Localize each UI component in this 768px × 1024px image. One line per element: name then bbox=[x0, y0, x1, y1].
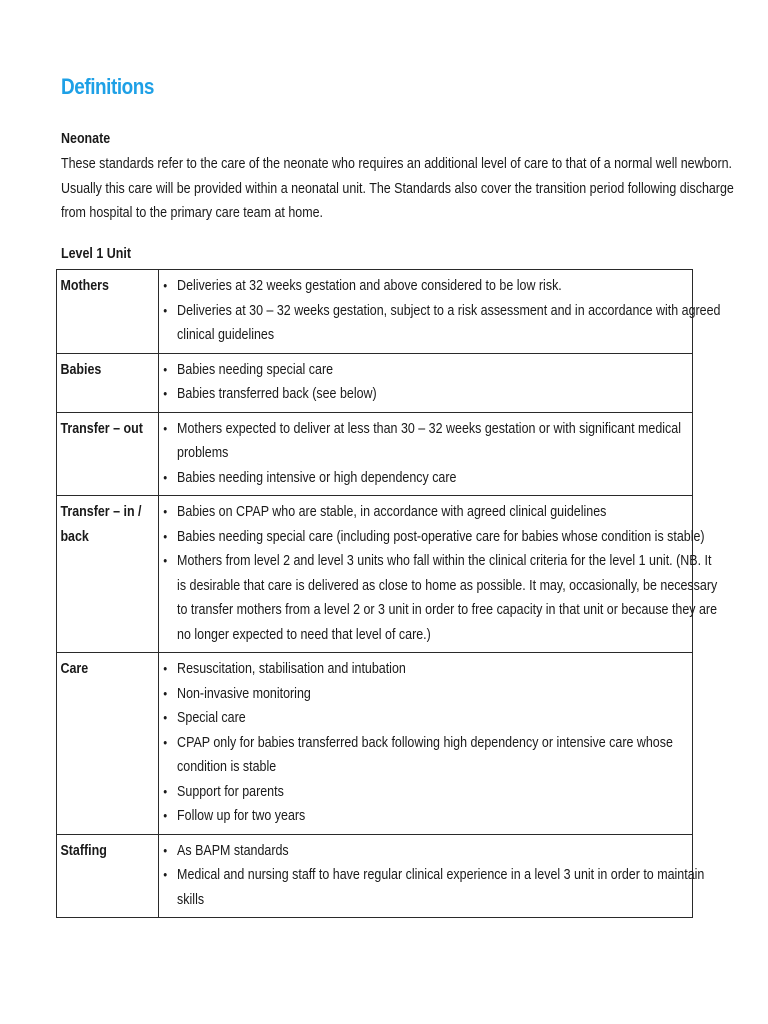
bullet-icon: • bbox=[163, 361, 168, 377]
list-item-line: Mothers expected to deliver at less than 30 – 32 weeks gestation or with significant medical bbox=[177, 420, 681, 437]
bullet-icon: • bbox=[163, 469, 168, 485]
list-item bbox=[159, 863, 705, 912]
row-label-cell bbox=[57, 270, 159, 354]
bullet-icon: • bbox=[163, 661, 168, 676]
bullet-list bbox=[159, 653, 692, 834]
bullet-icon: • bbox=[163, 302, 168, 318]
list-item-line: Resuscitation, stabilisation and intubation bbox=[177, 661, 406, 677]
list-item bbox=[159, 417, 692, 466]
bullet-icon: • bbox=[163, 278, 168, 293]
list-item-line: Follow up for two years bbox=[177, 808, 306, 824]
bullet-list bbox=[159, 354, 692, 412]
list-item-line: Babies on CPAP who are stable, in accordance with agreed clinical guidelines bbox=[177, 504, 607, 520]
list-item bbox=[159, 839, 692, 864]
list-item bbox=[159, 466, 692, 491]
row-label: Care bbox=[60, 661, 89, 677]
list-item-line: is desirable that care is delivered as close to home as possible. It may, occasionally, be necessary bbox=[177, 577, 718, 594]
list-item-line: Support for parents bbox=[177, 783, 284, 800]
row-label: Mothers bbox=[60, 278, 109, 294]
neonate-line: These standards refer to the care of the neonate who requires an additional level of care to that of a normal well newborn. bbox=[61, 156, 733, 172]
list-item-line: Medical and nursing staff to have regular clinical experience in a level 3 unit in order to maintain bbox=[177, 867, 705, 883]
level1-heading: Level 1 Unit bbox=[61, 246, 131, 262]
table-row bbox=[57, 270, 693, 354]
list-item-line: Deliveries at 32 weeks gestation and above considered to be low risk. bbox=[177, 278, 562, 294]
list-item-line: Special care bbox=[177, 710, 246, 726]
row-content-cell bbox=[159, 270, 721, 354]
table-row bbox=[57, 412, 693, 496]
row-content-cell bbox=[159, 653, 693, 835]
list-item bbox=[159, 358, 692, 383]
row-content-cell bbox=[159, 353, 693, 412]
list-item-line: no longer expected to need that level of care.) bbox=[177, 626, 431, 643]
page-title: Definitions bbox=[61, 74, 155, 99]
table-row bbox=[57, 496, 693, 653]
neonate-line: Usually this care will be provided within a neonatal unit. The Standards also cover the transition period following discharge bbox=[61, 180, 734, 197]
bullet-icon: • bbox=[163, 553, 168, 568]
list-item-line: CPAP only for babies transferred back following high dependency or intensive care whose bbox=[177, 734, 673, 751]
bullet-icon: • bbox=[163, 420, 168, 436]
list-item-line: Non-invasive monitoring bbox=[177, 685, 311, 702]
list-item bbox=[159, 657, 692, 682]
list-item-line: clinical guidelines bbox=[177, 327, 275, 343]
list-item bbox=[159, 525, 705, 550]
list-item bbox=[159, 299, 721, 348]
list-item-line: Babies needing special care bbox=[177, 361, 334, 378]
row-label: Transfer – out bbox=[60, 420, 143, 437]
bullet-icon: • bbox=[163, 710, 168, 725]
bullet-icon: • bbox=[163, 504, 168, 519]
bullet-list bbox=[159, 413, 692, 496]
list-item-line: to transfer mothers from a level 2 or 3 unit in order to free capacity in that unit or because they are bbox=[177, 602, 718, 618]
row-label: Transfer – in / back bbox=[60, 504, 142, 545]
bullet-icon: • bbox=[163, 685, 168, 701]
neonate-paragraph bbox=[61, 152, 734, 226]
list-item bbox=[159, 731, 692, 780]
list-item-line: Babies needing special care (including post-operative care for babies whose condition is stable) bbox=[177, 528, 705, 545]
neonate-line: from hospital to the primary care team at home. bbox=[61, 205, 323, 221]
list-item bbox=[159, 500, 692, 525]
row-label-cell bbox=[57, 834, 159, 918]
bullet-icon: • bbox=[163, 867, 168, 882]
list-item-line: Mothers from level 2 and level 3 units who fall within the clinical criteria for the level 1 unit. (NB. It bbox=[177, 553, 712, 569]
row-label-cell bbox=[57, 496, 159, 653]
list-item-line: Babies transferred back (see below) bbox=[177, 386, 377, 402]
bullet-icon: • bbox=[163, 528, 168, 544]
bullet-icon: • bbox=[163, 842, 168, 858]
list-item bbox=[159, 804, 692, 829]
bullet-list bbox=[159, 496, 718, 652]
list-item bbox=[159, 780, 692, 805]
row-label-cell bbox=[57, 653, 159, 835]
list-item bbox=[159, 682, 692, 707]
list-item bbox=[159, 382, 692, 407]
level1-table bbox=[56, 269, 721, 918]
row-label-cell bbox=[57, 353, 159, 412]
row-label: Babies bbox=[60, 361, 102, 378]
list-item-line: problems bbox=[177, 445, 229, 461]
list-item-line: Babies needing intensive or high dependency care bbox=[177, 469, 457, 486]
bullet-list bbox=[159, 835, 705, 918]
list-item-line: Deliveries at 30 – 32 weeks gestation, subject to a risk assessment and in accordance with agreed bbox=[177, 302, 721, 319]
neonate-heading: Neonate bbox=[61, 131, 111, 147]
bullet-icon: • bbox=[163, 808, 168, 823]
list-item-line: As BAPM standards bbox=[177, 842, 289, 859]
row-content-cell bbox=[159, 834, 705, 918]
table-row bbox=[57, 653, 693, 835]
bullet-icon: • bbox=[163, 734, 168, 750]
row-content-cell bbox=[159, 412, 693, 496]
list-item-line: condition is stable bbox=[177, 759, 277, 775]
bullet-icon: • bbox=[163, 386, 168, 401]
row-label: Staffing bbox=[60, 842, 107, 859]
list-item bbox=[159, 549, 718, 647]
list-item bbox=[159, 274, 692, 299]
bullet-list bbox=[159, 270, 721, 353]
table-row bbox=[57, 834, 693, 918]
list-item-line: skills bbox=[177, 891, 205, 908]
row-content-cell bbox=[159, 496, 718, 653]
list-item bbox=[159, 706, 692, 731]
row-label-cell bbox=[57, 412, 159, 496]
bullet-icon: • bbox=[163, 783, 168, 799]
table-row bbox=[57, 353, 693, 412]
